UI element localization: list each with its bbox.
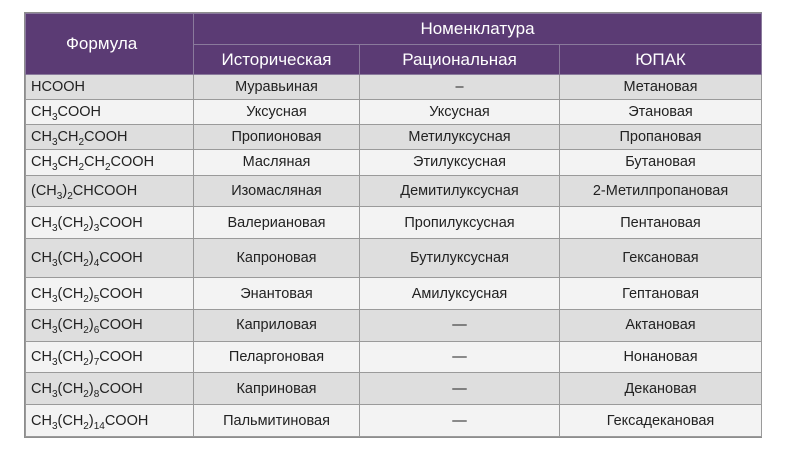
formula-text: CH <box>31 380 52 397</box>
historical-name-cell: Пеларгоновая <box>194 341 360 373</box>
formula-text: COOH <box>99 285 143 302</box>
acids-table-frame <box>24 12 762 438</box>
formula-subscript: 6 <box>93 325 100 337</box>
rational-name-cell: — <box>360 373 560 405</box>
table-row <box>26 75 762 100</box>
rational-name-cell: — <box>360 405 560 437</box>
formula-text: COOH <box>99 214 143 231</box>
formula-text: CHCOOH <box>72 182 138 199</box>
formula-cell <box>26 75 194 100</box>
formula-subscript: 3 <box>51 388 58 400</box>
formula-subscript: 3 <box>51 420 58 432</box>
table-row <box>26 341 762 373</box>
formula-cell <box>26 373 194 405</box>
formula-text: (CH <box>57 317 84 334</box>
formula-text: COOH <box>99 349 143 366</box>
formula-text: (CH <box>57 250 84 267</box>
formula-cell <box>26 341 194 373</box>
iupac-name-cell: Актановая <box>560 310 762 342</box>
historical-name-cell: Пальмитиновая <box>194 405 360 437</box>
historical-name-cell: Масляная <box>194 150 360 175</box>
formula-text: CH <box>31 154 52 171</box>
historical-header: Историческая <box>194 45 360 75</box>
historical-name-cell: Пропионовая <box>194 125 360 150</box>
formula-text: CH <box>31 412 52 429</box>
formula-text: CH <box>31 214 52 231</box>
formula-subscript: 2 <box>78 162 85 174</box>
rational-name-cell: Демитилуксусная <box>360 175 560 207</box>
iupac-name-cell: Декановая <box>560 373 762 405</box>
rational-name-cell: Этилуксусная <box>360 150 560 175</box>
formula-text: ) <box>88 317 94 334</box>
formula-subscript: 4 <box>93 258 100 270</box>
formula-text: COOH <box>57 104 102 121</box>
formula-cell <box>26 150 194 175</box>
formula-text: ) <box>88 380 94 397</box>
table-row <box>26 373 762 405</box>
formula-text: ) <box>88 250 94 267</box>
historical-name-cell: Энантовая <box>194 278 360 310</box>
formula-text: CH <box>31 285 52 302</box>
formula-header: Формула <box>26 14 194 75</box>
formula-subscript: 2 <box>83 420 89 432</box>
historical-name-cell: Каприловая <box>194 310 360 342</box>
formula-cell <box>26 100 194 125</box>
formula-text: (CH <box>57 380 84 397</box>
formula-text: (CH <box>57 349 84 366</box>
formula-subscript: 2 <box>83 388 89 400</box>
carboxylic-acids-table <box>25 13 762 437</box>
formula-text: CH <box>31 349 52 366</box>
table-row <box>26 310 762 342</box>
formula-cell <box>26 405 194 437</box>
table-row <box>26 100 762 125</box>
formula-subscript: 3 <box>51 112 58 124</box>
formula-text: CH <box>57 154 79 171</box>
nomenclature-header: Номенклатура <box>194 14 762 45</box>
formula-cell <box>26 238 194 277</box>
historical-name-cell: Каприновая <box>194 373 360 405</box>
historical-name-cell: Муравьиная <box>194 75 360 100</box>
formula-text: CH <box>31 250 52 267</box>
table-row <box>26 238 762 277</box>
iupac-name-cell: Гептановая <box>560 278 762 310</box>
formula-text: COOH <box>99 380 143 397</box>
formula-subscript: 2 <box>83 258 89 270</box>
formula-subscript: 3 <box>51 137 58 149</box>
formula-subscript: 2 <box>83 325 89 337</box>
formula-subscript: 3 <box>51 357 58 369</box>
formula-cell <box>26 207 194 239</box>
table-row <box>26 175 762 207</box>
formula-subscript: 2 <box>67 190 73 202</box>
table-row <box>26 150 762 175</box>
formula-text: COOH <box>99 250 143 267</box>
formula-subscript: 2 <box>83 293 89 305</box>
formula-subscript: 3 <box>51 293 58 305</box>
iupac-name-cell: Этановая <box>560 100 762 125</box>
formula-text: COOH <box>104 412 149 429</box>
formula-subscript: 2 <box>104 162 111 174</box>
formula-subscript: 3 <box>51 222 58 234</box>
formula-text: ) <box>88 349 94 366</box>
rational-name-cell: — <box>360 341 560 373</box>
formula-subscript: 2 <box>83 357 89 369</box>
iupac-name-cell: Метановая <box>560 75 762 100</box>
formula-text: CH <box>31 129 52 146</box>
formula-text: (CH <box>57 285 84 302</box>
formula-cell <box>26 125 194 150</box>
formula-subscript: 2 <box>83 222 89 234</box>
historical-name-cell: Капроновая <box>194 238 360 277</box>
formula-text: CH <box>31 104 52 121</box>
formula-cell <box>26 278 194 310</box>
formula-text: ) <box>88 285 94 302</box>
formula-text: CH <box>84 154 105 171</box>
iupac-name-cell: Нонановая <box>560 341 762 373</box>
formula-text: CH <box>31 317 52 334</box>
formula-text: COOH <box>99 317 143 334</box>
rational-name-cell: Пропилуксусная <box>360 207 560 239</box>
formula-cell <box>26 310 194 342</box>
formula-text: ) <box>88 412 94 429</box>
iupac-name-cell: Бутановая <box>560 150 762 175</box>
table-row <box>26 405 762 437</box>
iupac-header: ЮПАК <box>560 45 762 75</box>
formula-text: COOH <box>110 154 155 171</box>
formula-subscript: 14 <box>93 420 105 432</box>
rational-name-cell: Амилуксусная <box>360 278 560 310</box>
table-row <box>26 125 762 150</box>
formula-text: CH <box>57 129 79 146</box>
rational-header: Рациональная <box>360 45 560 75</box>
iupac-name-cell: Гексадекановая <box>560 405 762 437</box>
formula-text: (CH <box>31 182 57 199</box>
rational-name-cell: – <box>360 75 560 100</box>
historical-name-cell: Валериановая <box>194 207 360 239</box>
formula-text: (CH <box>57 214 84 231</box>
formula-text: ) <box>88 214 94 231</box>
formula-subscript: 3 <box>51 162 58 174</box>
formula-text: HCOOH <box>31 79 85 96</box>
iupac-name-cell: Гексановая <box>560 238 762 277</box>
formula-subscript: 3 <box>51 258 58 270</box>
formula-subscript: 7 <box>93 357 100 369</box>
table-row <box>26 207 762 239</box>
formula-text: ) <box>62 182 68 199</box>
formula-subscript: 3 <box>51 325 58 337</box>
formula-subscript: 8 <box>93 388 100 400</box>
table-row <box>26 278 762 310</box>
formula-subscript: 3 <box>56 190 63 202</box>
rational-name-cell: Уксусная <box>360 100 560 125</box>
formula-subscript: 3 <box>93 222 100 234</box>
historical-name-cell: Уксусная <box>194 100 360 125</box>
formula-text: (CH <box>57 412 84 429</box>
formula-subscript: 5 <box>93 293 100 305</box>
rational-name-cell: Метилуксусная <box>360 125 560 150</box>
rational-name-cell: Бутилуксусная <box>360 238 560 277</box>
iupac-name-cell: Пропановая <box>560 125 762 150</box>
rational-name-cell: — <box>360 310 560 342</box>
iupac-name-cell: Пентановая <box>560 207 762 239</box>
formula-subscript: 2 <box>78 137 85 149</box>
historical-name-cell: Изомасляная <box>194 175 360 207</box>
iupac-name-cell: 2-Метилпропановая <box>560 175 762 207</box>
formula-cell <box>26 175 194 207</box>
formula-text: COOH <box>84 129 128 146</box>
